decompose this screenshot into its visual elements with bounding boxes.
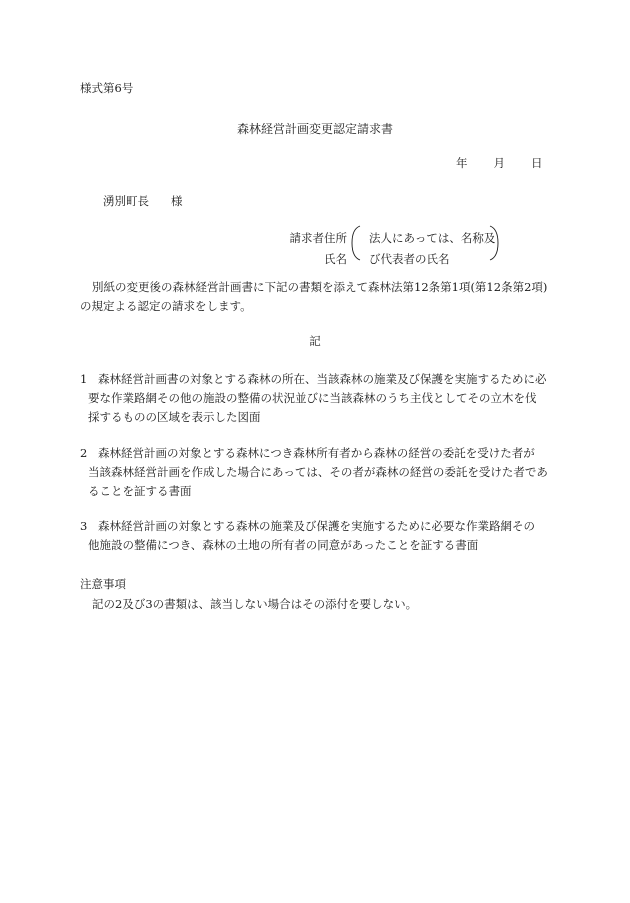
- ki-heading: 記: [309, 334, 321, 348]
- item-text-line: 森林経営計画の対象とする森林の施業及び保護を実施するために必要な作業路網その: [98, 519, 535, 533]
- notes-body: 記の2及び3の書類は、該当しない場合はその添付を要しない。: [92, 597, 418, 611]
- applicant-note: [369, 228, 495, 270]
- item-text-line: ることを証する書面: [88, 484, 192, 498]
- item-number: 2: [80, 446, 88, 460]
- attachment-item-1: [80, 370, 552, 427]
- addressee: [103, 193, 183, 209]
- addressee-name: 湧別町長: [103, 194, 149, 208]
- notes-heading: 注意事項: [80, 577, 126, 591]
- right-paren-bracket: [489, 225, 499, 261]
- request-body-line1: 別紙の変更後の森林経営計画書に下記の書類を添えて森林法第12条第1項(第12条第2項): [92, 280, 548, 294]
- date-day-label: 日: [531, 156, 543, 170]
- applicant-note-line1: 法人にあっては、名称及: [369, 231, 496, 245]
- date-year-label: 年: [456, 156, 468, 170]
- request-body-text: [80, 278, 550, 316]
- applicant-note-line2: び代表者の氏名: [369, 252, 450, 266]
- document-title: 森林経営計画変更認定請求書: [236, 122, 393, 136]
- applicant-name-label: 氏名: [324, 252, 347, 266]
- item-text-line: 当該森林経営計画を作成した場合にあっては、その者が森林の経営の委託を受けた者であ: [88, 465, 548, 479]
- item-number: 1: [80, 372, 88, 386]
- form-number: 様式第6号: [80, 81, 134, 95]
- attachment-item-2: [80, 444, 552, 501]
- left-paren-bracket: [351, 225, 361, 261]
- item-text-line: 採するものの区域を表示した図面: [88, 410, 261, 424]
- item-text-line: 森林経営計画の対象とする森林につき森林所有者から森林の経営の委託を受けた者が: [98, 446, 535, 460]
- applicant-address-label: 請求者住所: [289, 231, 347, 245]
- item-text-line: 要な作業路網その他の施設の整備の状況並びに当該森林のうち主伐としてその立木を伐: [88, 391, 537, 405]
- date-line: [456, 155, 543, 171]
- attachment-item-3: [80, 517, 552, 555]
- applicant-labels: [285, 228, 347, 270]
- item-number: 3: [80, 519, 88, 533]
- request-body-line2: の規定よる認定の請求をします。: [80, 299, 252, 313]
- item-text-line: 森林経営計画書の対象とする森林の所在、当該森林の施業及び保護を実施するために必: [98, 372, 547, 386]
- item-text-line: 他施設の整備につき、森林の土地の所有者の同意があったことを証する書面: [88, 538, 479, 552]
- date-month-label: 月: [493, 156, 505, 170]
- addressee-honorific: 様: [171, 194, 183, 208]
